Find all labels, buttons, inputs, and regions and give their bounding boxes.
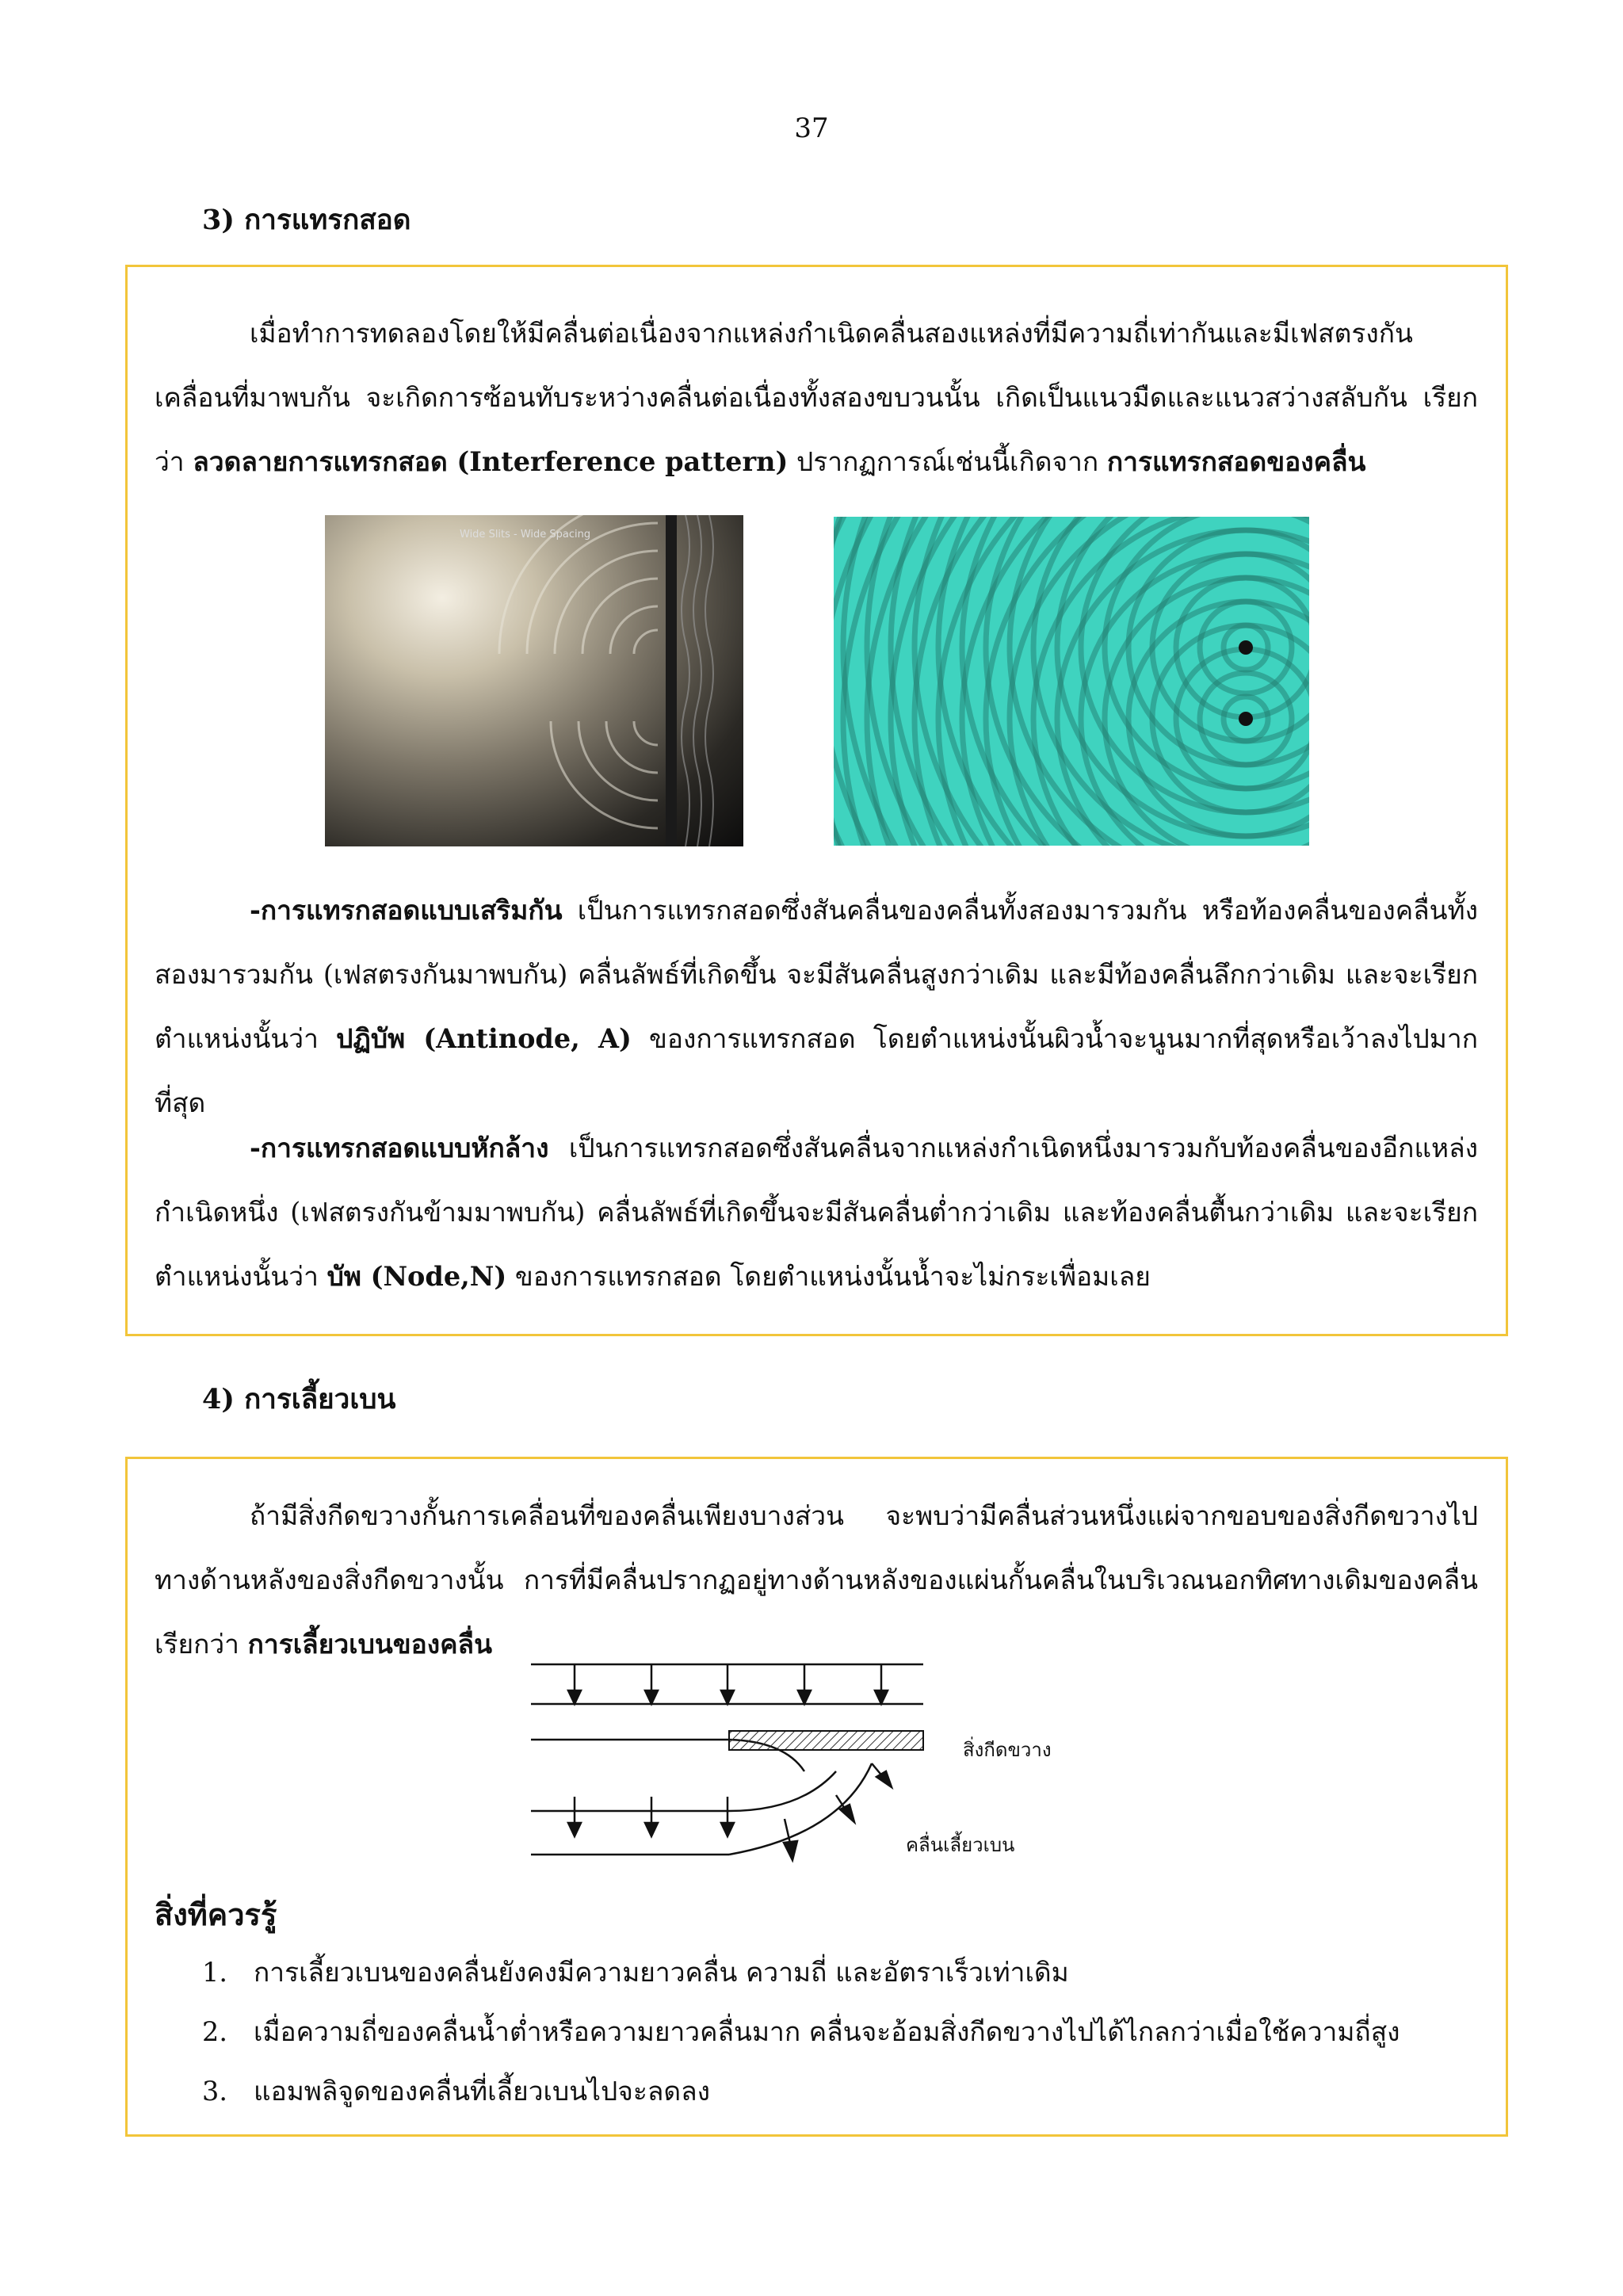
- interference-intro: เมื่อทำการทดลองโดยให้มีคลื่นต่อเนื่องจากแหล่งกำเนิดคลื่นสองแหล่งที่มีความถี่เท่ากันและมีเฟสตรงกัน เคลื่อนที่มาพบกัน จะเกิดการซ้อนทับระหว่างคลื่นต่อเนื่องทั้งสองขบวนนั้น เกิดเป็นแนวมืดและแนวสว่างสลับกัน เรียกว่า ลวดลายการแทรกสอด (Interference pattern) ปรากฏการณ์เช่นนี้เกิดจาก การแทรกสอดของคลื่น: [155, 318, 1478, 477]
- ripple-tank-interference-photo: [834, 517, 1309, 846]
- list-item: 2. เมื่อความถี่ของคลื่นน้ำต่ำหรือความยาวคลื่นมาก คลื่นจะอ้อมสิ่งกีดขวางไปได้ไกลกว่าเมื่อใช้ความถี่สูง: [202, 2016, 1400, 2047]
- term-antinode: ปฏิบัพ (Antinode, A): [336, 1023, 632, 1054]
- term-constructive: -การแทรกสอดแบบเสริมกัน: [250, 895, 563, 926]
- list-item: 3. แอมพลิจูดของคลื่นที่เลี้ยวเบนไปจะลดลง: [202, 2076, 711, 2107]
- term-diffraction: การเลี้ยวเบนของคลื่น: [247, 1629, 492, 1660]
- wide-slit-wavefronts: [325, 515, 743, 846]
- obstacle-barrier: [729, 1731, 923, 1750]
- term-wave-interference: การแทรกสอดของคลื่น: [1106, 446, 1366, 477]
- obstacle-label: สิ่งกีดขวาง: [963, 1739, 1052, 1761]
- section-heading-diffraction: 4) การเลี้ยวเบน: [202, 1383, 396, 1415]
- term-interference-pattern: ลวดลายการแทรกสอด (Interference pattern): [193, 446, 789, 477]
- constructive-interference-paragraph: -การแทรกสอดแบบเสริมกัน เป็นการแทรกสอดซึ่งสันคลื่นของคลื่นทั้งสองมารวมกัน หรือท้องคลื่นของคลื่นทั้งสองมารวมกัน (เฟสตรงกันมาพบกัน) คลื่นลัพธ์ที่เกิดขึ้น จะมีสันคลื่นสูงกว่าเดิม และมีท้องคลื่นลึกกว่าเดิม และจะเรียกตำแหน่งนั้นว่า ปฏิบัพ (Antinode, A) ของการแทรกสอด โดยตำแหน่งนั้นผิวน้ำจะนูนมากที่สุดหรือเว้าลงไปมากที่สุด: [155, 895, 1478, 1118]
- term-node: บัพ (Node,N): [327, 1261, 507, 1292]
- list-item: 1. การเลี้ยวเบนของคลื่นยังคงมีความยาวคลื่น ความถี่ และอัตราเร็วเท่าเดิม: [202, 1957, 1069, 1988]
- should-know-title: สิ่งที่ควรรู้: [155, 1897, 277, 1932]
- page-number: 37: [794, 113, 829, 144]
- ripple-tank-wavefronts: [834, 517, 1309, 846]
- term-destructive: -การแทรกสอดแบบหักล้าง: [250, 1133, 549, 1163]
- section-heading-interference: 3) การแทรกสอด: [202, 204, 411, 236]
- photo-caption: Wide Slits - Wide Spacing: [460, 529, 591, 541]
- diffracted-wave-label: คลื่นเลี้ยวเบน: [906, 1834, 1015, 1856]
- wide-slit-interference-photo: [325, 515, 743, 846]
- destructive-interference-paragraph: -การแทรกสอดแบบหักล้าง เป็นการแทรกสอดซึ่งสันคลื่นจากแหล่งกำเนิดหนึ่งมารวมกับท้องคลื่นของอีกแหล่งกำเนิดหนึ่ง (เฟสตรงกันข้ามมาพบกัน) คลื่นลัพธ์ที่เกิดขึ้นจะมีสันคลื่นต่ำกว่าเดิม และท้องคลื่นตื้นกว่าเดิม และจะเรียกตำแหน่งนั้นว่า บัพ (Node,N) ของการแทรกสอด โดยตำแหน่งนั้นน้ำจะไม่กระเพื่อมเลย: [155, 1133, 1478, 1292]
- diffraction-intro: ถ้ามีสิ่งกีดขวางกั้นการเคลื่อนที่ของคลื่นเพียงบางส่วน จะพบว่ามีคลื่นส่วนหนึ่งแผ่จากขอบของสิ่งกีดขวางไปทางด้านหลังของสิ่งกีดขวางนั้น การที่มีคลื่นปรากฏอยู่ทางด้านหลังของแผ่นกั้นคลื่นในบริเวณนอกทิศทางเดิมของคลื่นเรียกว่า การเลี้ยวเบนของคลื่น: [155, 1500, 1478, 1660]
